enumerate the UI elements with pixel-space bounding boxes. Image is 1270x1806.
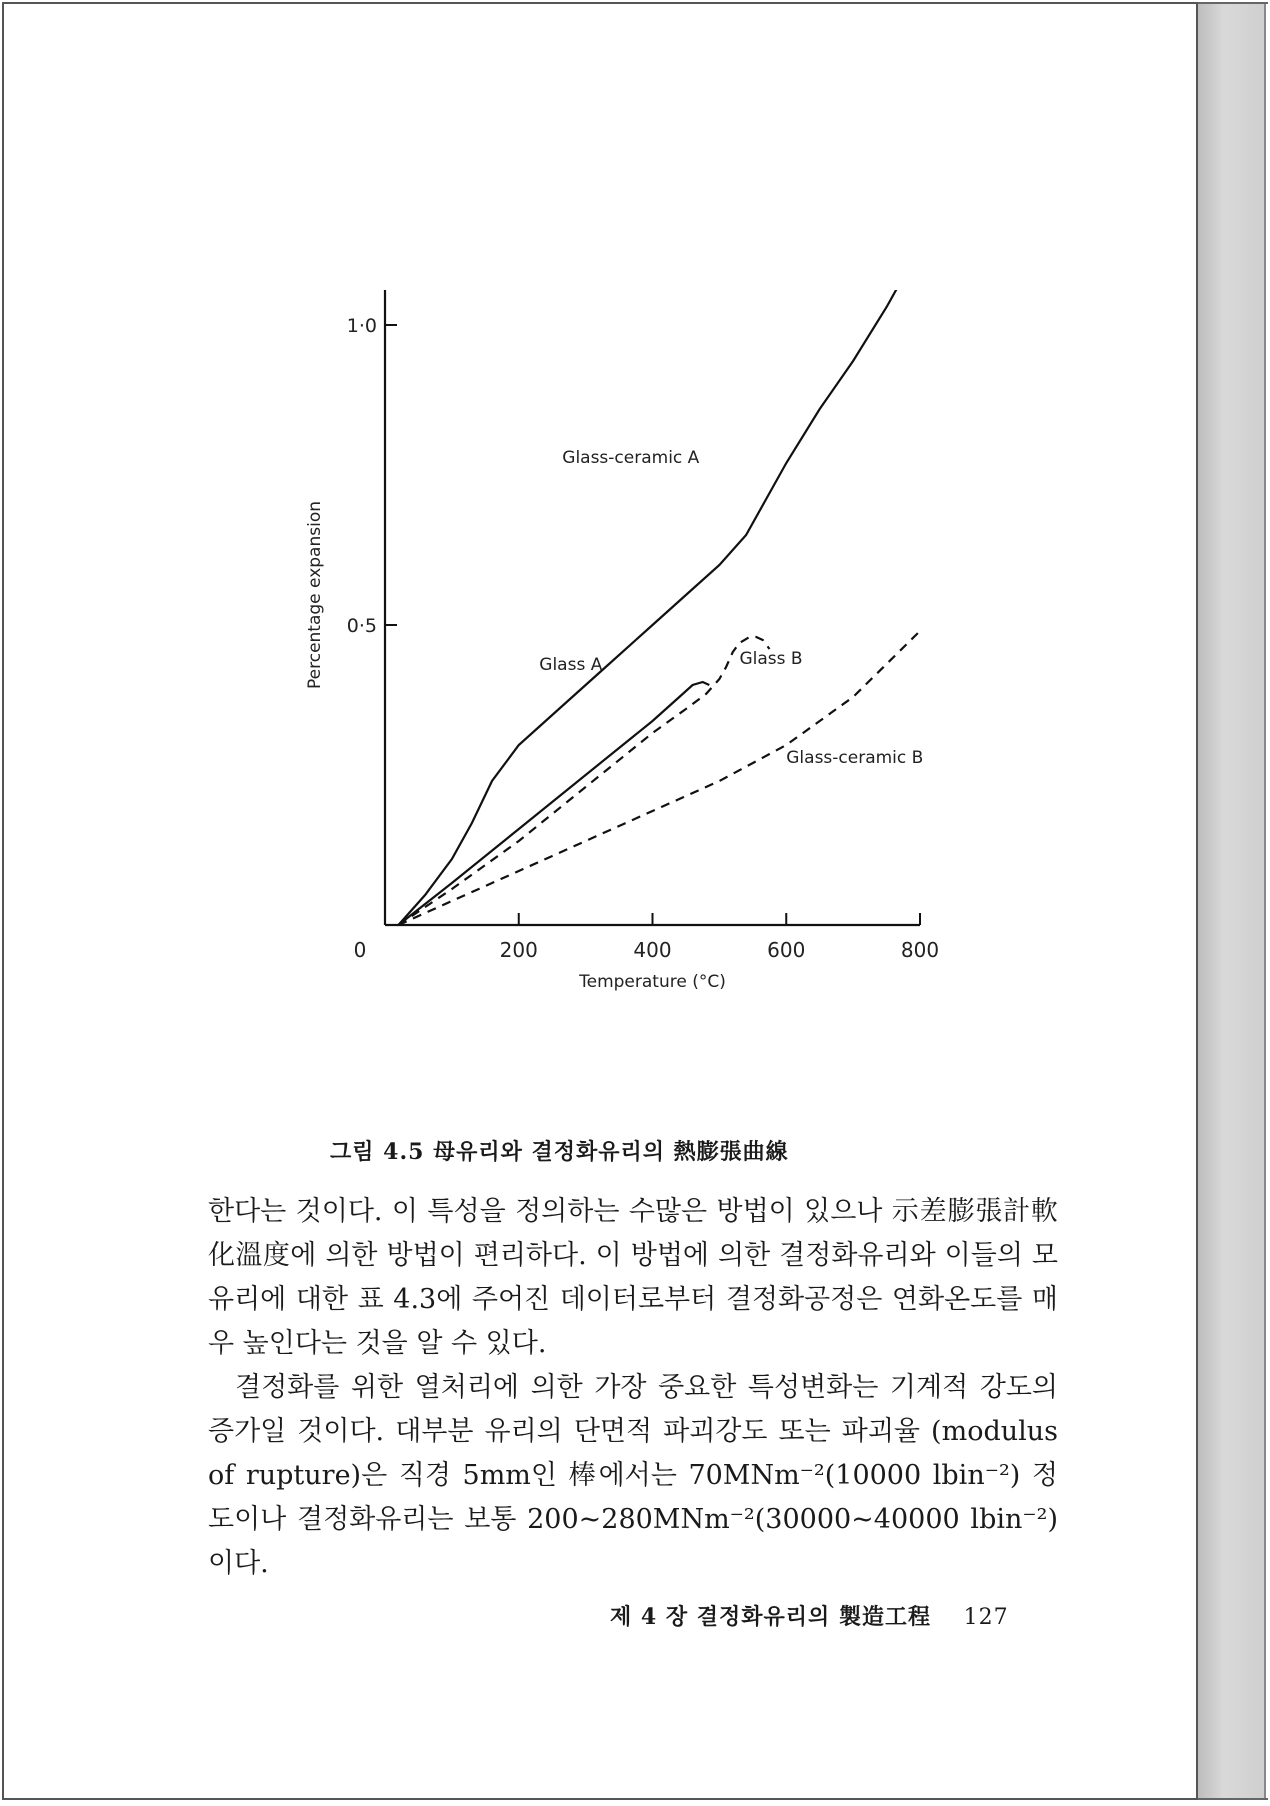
- chart-axes: [385, 290, 920, 925]
- page-number: 127: [963, 1605, 1009, 1630]
- chart-series-layer: [398, 290, 920, 925]
- series-line-glass-ceramic-b: [398, 631, 920, 925]
- body-text: [208, 1190, 1058, 1586]
- page-footer: [610, 1600, 1009, 1631]
- thermal-expansion-chart: [290, 290, 990, 1130]
- book-edge: [1198, 2, 1266, 1800]
- series-label-glass-b: Glass B: [739, 649, 803, 669]
- y-tick-label-0.5: 0·5: [346, 615, 377, 637]
- series-label-glass-ceramic-a: Glass-ceramic A: [562, 448, 700, 468]
- y-tick-label-1: 1·0: [346, 315, 377, 337]
- paragraph-1: 한다는 것이다. 이 특성을 정의하는 수많은 방법이 있으나 示差膨張計軟化溫度에 의한 방법이 편리하다. 이 방법에 의한 결정화유리와 이들의 모유리에 대한 표 4.3에 주어진 데이터로부터 결정화공정은 연화온도를 매우 높인다는 것을 알 수 있다.: [208, 1196, 1058, 1359]
- paragraph-2: 결정화를 위한 열처리에 의한 가장 중요한 특성변화는 기계적 강도의 증가일 것이다. 대부분 유리의 단면적 파괴강도 또는 파괴율 (modulus of rupture)은 직경 5mm인 棒에서는 70MNm⁻²(10000 lbin⁻²) 정도이나 결정화유리는 보통 200~280MNm⁻²(30000~40000 lbin⁻²)이다.: [208, 1372, 1058, 1579]
- series-label-glass-a: Glass A: [539, 655, 603, 675]
- x-tick-label-600: 600: [767, 938, 806, 962]
- x-tick-label-800: 800: [900, 938, 940, 962]
- series-line-glass-ceramic-a: [398, 290, 920, 925]
- footer-chapter: 제 4 장 결정화유리의 製造工程: [610, 1604, 931, 1630]
- series-label-glass-ceramic-b: Glass-ceramic B: [786, 748, 924, 768]
- figure-caption: 그림 4.5 母유리와 결정화유리의 熱膨張曲線: [330, 1139, 789, 1165]
- x-axis-label: Temperature (°C): [579, 972, 726, 992]
- book-edge-bottom: [1198, 1798, 1268, 1800]
- book-edge-top: [1198, 2, 1268, 4]
- series-line-glass-a: [398, 682, 709, 925]
- x-origin-label: 0: [353, 938, 367, 962]
- x-tick-label-200: 200: [499, 938, 538, 962]
- x-tick-label-400: 400: [633, 938, 672, 962]
- y-axis-label: Percentage expansion: [305, 501, 325, 689]
